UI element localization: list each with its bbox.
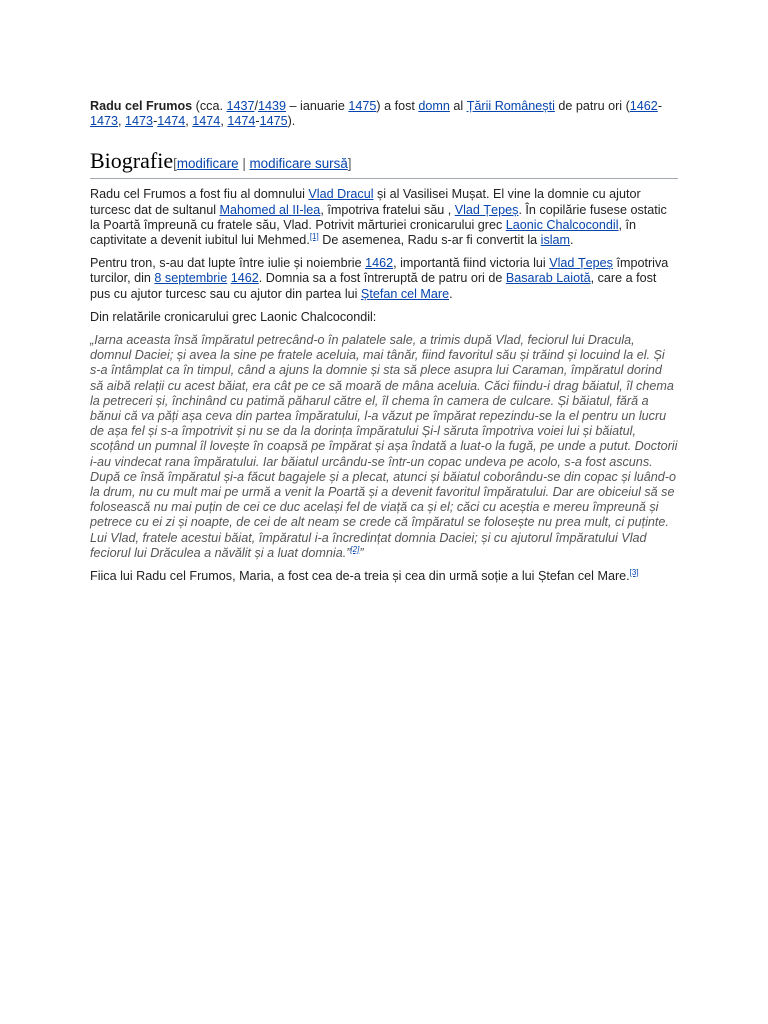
- intro-text: /: [254, 99, 258, 113]
- intro-text: al: [449, 99, 467, 113]
- link-reign-year[interactable]: 1475: [259, 114, 288, 129]
- link-reign-year[interactable]: 1474: [192, 114, 221, 129]
- paragraph-daughter: [90, 569, 678, 584]
- link-vlad-tepes[interactable]: Vlad Țepeș: [454, 202, 519, 217]
- paragraph-text: Fiica lui Radu cel Frumos, Maria, a fost cea de-a treia și cea din urmă soție a lui Ștefan cel Mare.: [90, 569, 630, 584]
- link-domn[interactable]: domn: [418, 99, 450, 113]
- intro-paragraph: [90, 99, 678, 129]
- link-mahomed[interactable]: Mahomed al II-lea: [219, 202, 321, 217]
- intro-text: ).: [287, 114, 296, 129]
- section-title: Biografie: [90, 148, 174, 174]
- paragraph-text: , în captivitate a devenit iubitul lui Mehmed.: [90, 217, 637, 248]
- link-year-1439[interactable]: 1439: [258, 99, 287, 113]
- paragraph-text: .: [449, 286, 453, 301]
- link-laonic-chalcocondil[interactable]: Laonic Chalcocondil: [505, 217, 619, 232]
- link-basarab-laiota[interactable]: Basarab Laiotă: [505, 271, 591, 286]
- section-heading: [90, 149, 678, 179]
- intro-text: -: [255, 114, 260, 129]
- link-vlad-dracul[interactable]: Vlad Dracul: [308, 187, 374, 202]
- bracket: [: [173, 156, 177, 172]
- paragraph-chronicle-intro: Din relatările cronicarului grec Laonic Chalcocondil:: [90, 309, 377, 324]
- link-reign-year[interactable]: 1474: [227, 114, 256, 129]
- link-reign-year[interactable]: 1473: [90, 114, 119, 129]
- paragraph-text: Radu cel Frumos a fost fiu al domnului: [90, 187, 309, 202]
- footnote-ref[interactable]: [1]: [309, 231, 319, 241]
- footnote-ref[interactable]: [2]: [350, 544, 360, 554]
- intro-text: de patru ori (: [554, 99, 630, 113]
- quote-mark: ”: [346, 545, 351, 560]
- link-year-1437[interactable]: 1437: [226, 99, 255, 113]
- intro-text: -: [657, 99, 663, 113]
- link-year-1462[interactable]: 1462: [365, 256, 394, 271]
- link-8-septembrie[interactable]: 8 septembrie: [154, 271, 228, 286]
- bracket: ]: [347, 156, 352, 172]
- edit-source-link[interactable]: modificare sursă: [249, 156, 348, 172]
- link-stefan-cel-mare[interactable]: Ștefan cel Mare: [360, 286, 450, 301]
- intro-text: – ianuarie: [286, 99, 349, 113]
- paragraph-text: , care a fost pus cu ajutor turcesc sau cu ajutor din partea lui: [90, 271, 657, 301]
- intro-text: ) a fost: [376, 99, 419, 113]
- link-vlad-tepes[interactable]: Vlad Țepeș: [549, 256, 613, 271]
- link-islam[interactable]: islam: [540, 233, 571, 248]
- edit-link[interactable]: modificare: [176, 156, 239, 172]
- intro-text: ,: [118, 114, 126, 129]
- paragraph-text: împotriva turcilor, din: [90, 256, 669, 286]
- quote-text: „Iarna aceasta însă împăratul petrecând-o în palatele sale, a trimis după Vlad, feciorul lui Dracula, domnul Daciei; și avea la sine pe fratele aceluia, mai tânăr, fiind favoritul său și trăind și locuind la el. Și s-a întâmplat ca în timpul, când a ajuns la domnie și sta să plece asupra lui Caraman, împăratul dorind să aibă relații cu acest băiat, era cât pe ce să moară de mâna aceluia. Căci fiindu-i drag băiatul, îl chema la petreceri și, închinând cu patimă păharul către el, îl chema în camera de culcare. Și băiatul, fără a bănui că va păți așa ceva din partea împăratului, l-a văzut pe împărat repezindu-se la el pentru un lucru de așa fel și s-a împotrivit și nu se da la dorința împăratului Și-l săruta împotriva voiei lui și băiatul, scoțând un pumnal îl lovește în coapsă pe împărat și așa îndată a luat-o la fugă, pe unde a putut. Doctorii i-au vindecat rana împăratului. Iar băiatul urcându-se într-un copac undeva pe acolo, s-a fost ascuns. După ce însă împăratul și-a făcut bagajele și a plecat, atunci și băiatul coborându-se din copac și luând-o la drum, nu cu mult mai pe urmă a venit la Poartă și a devenit favoritul împăratului. Dar are obiceiul să se folosească nu mai puțin de cei ce duc același fel de viață ca și el; căci cu aceștia e mereu împreună și petrece cu ei zi și noapte, de cei de alt neam se crede că împăratul se folosește nu prea mult, ci puținte. Lui Vlad, fratele acestui băiat, împăratul i-a încredințat domnia Daciei; și cu ajutorul împăratului Vlad feciorul lui Drăculea a năvălit și a luat domnia.: [90, 333, 678, 560]
- intro-text: -: [153, 114, 158, 129]
- paragraph-text: , împotriva fratelui său ,: [320, 202, 455, 217]
- intro-text: (cca.: [192, 99, 227, 113]
- quote-mark: ”: [359, 545, 364, 560]
- article-content: [90, 99, 678, 592]
- paragraph-family: [90, 187, 678, 248]
- separator: |: [238, 156, 250, 172]
- link-reign-year[interactable]: 1462: [629, 99, 658, 113]
- chronicle-quote: [90, 333, 678, 561]
- paragraph-reign: [90, 256, 678, 302]
- link-reign-year[interactable]: 1473: [125, 114, 154, 129]
- link-tara-romaneasca[interactable]: Țării Românești: [466, 99, 555, 113]
- link-reign-year[interactable]: 1474: [157, 114, 186, 129]
- link-year-1462[interactable]: 1462: [230, 271, 259, 286]
- link-year-1475[interactable]: 1475: [348, 99, 377, 113]
- paragraph-text: Pentru tron, s-au dat lupte între iulie și noiembrie: [90, 256, 366, 271]
- footnote-ref[interactable]: [3]: [629, 567, 639, 577]
- article-subject: Radu cel Frumos: [90, 99, 193, 113]
- paragraph-text: . În copilărie fusese ostatic la Poartă împreună cu fratele său, Vlad. Potrivit mărturiei cronicarului grec: [90, 202, 667, 232]
- intro-text: ,: [220, 114, 228, 129]
- paragraph-text: , importantă fiind victoria lui: [393, 256, 550, 271]
- paragraph-text: și al Vasilisei Mușat. El vine la domnie cu ajutor turcesc dat de sultanul: [90, 187, 641, 217]
- intro-text: ,: [185, 114, 193, 129]
- paragraph-text: De asemenea, Radu s-ar fi convertit la: [318, 233, 541, 248]
- paragraph-text: . Domnia sa a fost întreruptă de patru ori de: [258, 271, 506, 286]
- paragraph-text: .: [570, 233, 574, 248]
- edit-section: [173, 156, 351, 171]
